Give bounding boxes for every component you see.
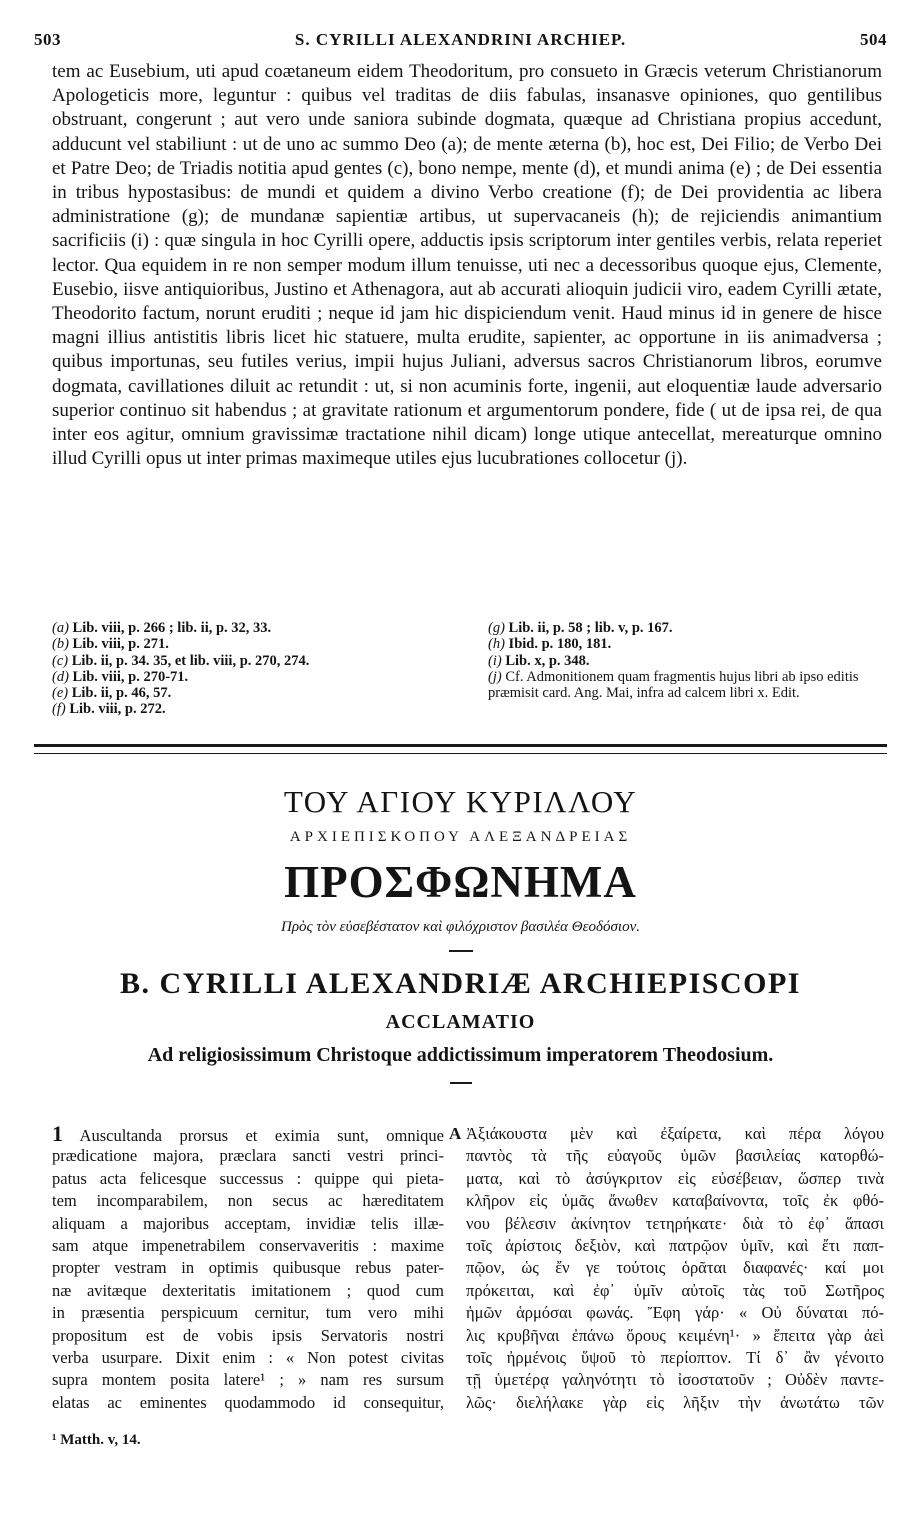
footnote-tag: (i)	[488, 652, 502, 669]
footnote-text: Lib. viii, p. 271.	[72, 636, 169, 653]
footnote	[488, 669, 882, 702]
latin-line: propter vestram in optimis quibusque rebus pater-	[52, 1258, 444, 1278]
margin-marker: A	[449, 1124, 462, 1143]
footnote-tag: (g)	[488, 620, 505, 636]
footnote-tag: (c)	[52, 652, 69, 669]
title-dash	[449, 950, 473, 952]
running-title: S. CYRILLI ALEXANDRINI ARCHIEP.	[294, 30, 627, 49]
intro-paragraph: tem ac Eusebium, uti apud coætaneum eidem Theodoritum, pro consueto in Græcis veterum Christianorum Apologeticis more, leguntur : quibus vel traditas de diis fabulas, insanasve opiniones, quo gentilibus obstruant, congerunt ; aut vero unde saniora subinde dogmata, quæque ad Christiana propius accedunt, adducunt vel stabiliunt : ut de uno ac summo Deo (a); de mente æterna (b), hoc est, Dei Filio; de Verbo Dei et Patre Deo; de Triadis notitia apud gentes (c), bono nempe, mente (d), et mundi anima (e) ; de Dei essentia in tribus hypostasibus: de mundi et quidem a divino Verbo creatione (f); de Dei providentia ac libera administratione (g); de mundanæ sapientiæ artibus, ut supervacaneis (h); de rejiciendis animantium sacrificiis (i) : quæ singula in hoc Cyrilli opere, adductis ipsis scriptorum inter gentiles verbis, relata reperiet lector. Qua equidem in re non semper modum illum tenuisse, uti nec a decessoribus quoque ejus, Clemente, Eusebio, iisve antiquioribus, Justino et Athenagora, aut ab accurati alioquin judicii viro, eadem Cyrilli ætate, Theodorito factum, norunt eruditi ; neque id jam hic dispiciendum venit. Haud minus id in genere de hisce magni illius antistitis libris licet hic statuere, multa erudite, sapienter, ac opportune in iis animadversa ; quibus importunas, seu futiles verius, impii hujus Juliani, adversus sacros Christianorum libros, eorumve dogmata, cavillationes diluit ac retundit : ut, si non acuminis forte, ingenii, aut eloquentiæ laude adversario superior continuo sit habendus ; at gravitate rationum et argumentorum pondere, fide ( ut de ipsa rei, de qua inter eos agitur, omnium gravissimæ tractatione nihil dicam) longe utique antecellat, mereaturque omnino illud Cyrilli opus ut inter primas maximeque utiles ejus lucubrationes collocetur (j).	[52, 61, 882, 470]
footnote	[52, 636, 472, 652]
greek-line: λις κρυβῆναι ἐπάνω ὄρους κειμένη¹· » ἔπειτα γὰρ ἀεὶ	[466, 1325, 884, 1345]
greek-main-heading: ΠΡΟΣΦΩΝΗΜΑ	[284, 857, 637, 907]
footnote-text: Cf. Admonitionem quam fragmentis hujus libri ab ipso editis præmisit card. Ang. Mai, infra ad calcem libri x. Edit.	[488, 668, 859, 702]
greek-line: παντὸς τὰ τῆς εὐαγοῦς ὑμῶν βασιλείας κατορθώ-	[466, 1146, 884, 1166]
footnote	[488, 653, 882, 669]
greek-line: τοῖς ἀρίστοις δεξιὸν, καὶ πατρῷον ὑμῖν, καὶ ἔτι παπ-	[466, 1235, 884, 1255]
page-number-right: 504	[860, 30, 887, 49]
footnote-tag: (a)	[52, 620, 69, 636]
greek-title: ΤΟΥ ΑΓΙΟΥ ΚΥΡΙΛΛΟΥ	[283, 784, 638, 819]
latin-line: propositum est de vobis ipsis Servatoris nostri	[52, 1325, 444, 1345]
greek-line: τοῖς ἠρμένοις ὕψοῦ τὸ περίοπτον. Τί δ᾽ ἂν γένοιτο	[466, 1347, 884, 1367]
footnote	[52, 701, 472, 717]
footnotes-left-column	[52, 620, 472, 718]
footnote-text: Lib. viii, p. 266 ; lib. ii, p. 32, 33.	[72, 620, 272, 636]
latin-column	[52, 1123, 444, 1414]
greek-line: Ἀξιάκουστα μὲν καὶ ἐξαίρετα, καὶ πέρα λόγου	[466, 1124, 884, 1143]
footnote-tag: (b)	[52, 636, 69, 653]
footnote	[52, 685, 472, 701]
greek-line: ἡμῶν ἁρμόσαι φωνάς. Ἔφη γάρ· « Οὐ δύναται πό-	[466, 1303, 884, 1323]
latin-dedication: Ad religiosissimum Christoque addictissimum imperatorem Theodosium.	[147, 1044, 774, 1066]
latin-title: B. CYRILLI ALEXANDRIÆ ARCHIEPISCOPI	[120, 967, 801, 1000]
latin-line: 1 Auscultanda prorsus et eximia sunt, omnique	[52, 1123, 444, 1146]
latin-line: sam atque impenetrabilem conservaveritis : maxime	[52, 1235, 444, 1255]
greek-line: πῷον, ὡς ἔν γε τούτοις ὁρᾶται διαφανές· καί μοι	[466, 1258, 884, 1278]
footnote-text: Lib. x, p. 348.	[505, 652, 590, 669]
footnotes-top	[52, 620, 882, 740]
latin-line: elatas ac eminentes quodammodo id consequitur,	[52, 1392, 444, 1412]
footnote-text: Lib. ii, p. 46, 57.	[71, 685, 172, 702]
latin-line: verba usurpare. Dixit enim : « Non potest civitas	[52, 1347, 444, 1367]
footnote-text: Lib. ii, p. 34. 35, et lib. viii, p. 270, 274.	[71, 652, 310, 669]
footnote	[52, 620, 472, 636]
latin-subtitle: ACCLAMATIO	[385, 1011, 536, 1033]
greek-line: τῇ ὑμετέρᾳ γαληνότητι τὸ ἰσοστατοῦν ; Οὐδὲν παντε-	[466, 1370, 884, 1390]
section-divider	[34, 744, 887, 754]
latin-line: aliquam a majoribus acceptam, invidiæ telis illæ-	[52, 1213, 444, 1233]
latin-line: supra montem posita latere¹ ; » nam res sursum	[52, 1370, 444, 1390]
greek-dedication: Πρὸς τὸν εὐσεβέστατον καὶ φιλόχριστον βασιλέα Θεοδόσιον.	[281, 919, 640, 935]
footnote-tag: (e)	[52, 685, 69, 702]
latin-line: prædicatione majora, præclara sancti vestri princi-	[52, 1146, 444, 1166]
title-dash	[450, 1082, 472, 1084]
latin-line: næ avitæque dexteritatis imitationem ; quod cum	[52, 1280, 444, 1300]
footnote-text: Lib. ii, p. 58 ; lib. v, p. 167.	[508, 620, 673, 636]
greek-line: πρόκειται, καὶ ἐφ᾽ ὑμῖν αὐτοῖς τὰς τοῦ Σωτῆρος	[466, 1280, 884, 1300]
footnote	[52, 669, 472, 685]
greek-line: νου βέλεσιν ἀκίνητον τετηρήκατε· διὰ τὸ ἐφ᾽ ἅπασι	[466, 1213, 884, 1233]
footnote-tag: (h)	[488, 636, 505, 653]
footnote-tag: (j)	[488, 668, 502, 685]
latin-line: tem incomparabilem, non secus ac hæreditatem	[52, 1191, 444, 1211]
latin-line: patus acta felicesque successus : quippe qui pieta-	[52, 1168, 444, 1188]
greek-subtitle: ΑΡΧΙΕΠΙΣΚΟΠΟΥ ΑΛΕΞΑΝΔΡΕΙΑΣ	[289, 829, 632, 845]
footnote-tag: (d)	[52, 668, 69, 685]
footnote	[488, 620, 882, 636]
footnote	[488, 636, 882, 652]
footnote-text: Ibid. p. 180, 181.	[508, 636, 612, 653]
title-block	[34, 782, 887, 1084]
page-number-left: 503	[34, 30, 61, 49]
greek-line: ματα, καὶ τὸ ἀσύγκριτον εἰς εὐσέβειαν, ὥσπερ τινὰ	[466, 1168, 884, 1188]
greek-line: λῶς· διελήλακε γὰρ εἰς λῆξιν τὴν ἀνωτάτω τῶν	[466, 1392, 884, 1412]
footnote-tag: (f)	[52, 701, 66, 718]
footnote-text: Lib. viii, p. 270-71.	[72, 668, 189, 685]
footnote	[52, 653, 472, 669]
greek-column	[466, 1123, 884, 1414]
greek-line: κλῆρον εἰς ὑμᾶς ἄνωθεν καταβαίνοντα, τοῖς ἐκ φθό-	[466, 1191, 884, 1211]
latin-line: in præsentia perspicuum cernitur, tum vero mihi	[52, 1303, 444, 1323]
running-header	[34, 30, 887, 58]
footnotes-right-column	[488, 620, 882, 701]
bottom-footnote: ¹ Matth. v, 14.	[52, 1432, 141, 1448]
section-number: 1	[52, 1123, 63, 1146]
footnote-text: Lib. viii, p. 272.	[69, 701, 166, 718]
